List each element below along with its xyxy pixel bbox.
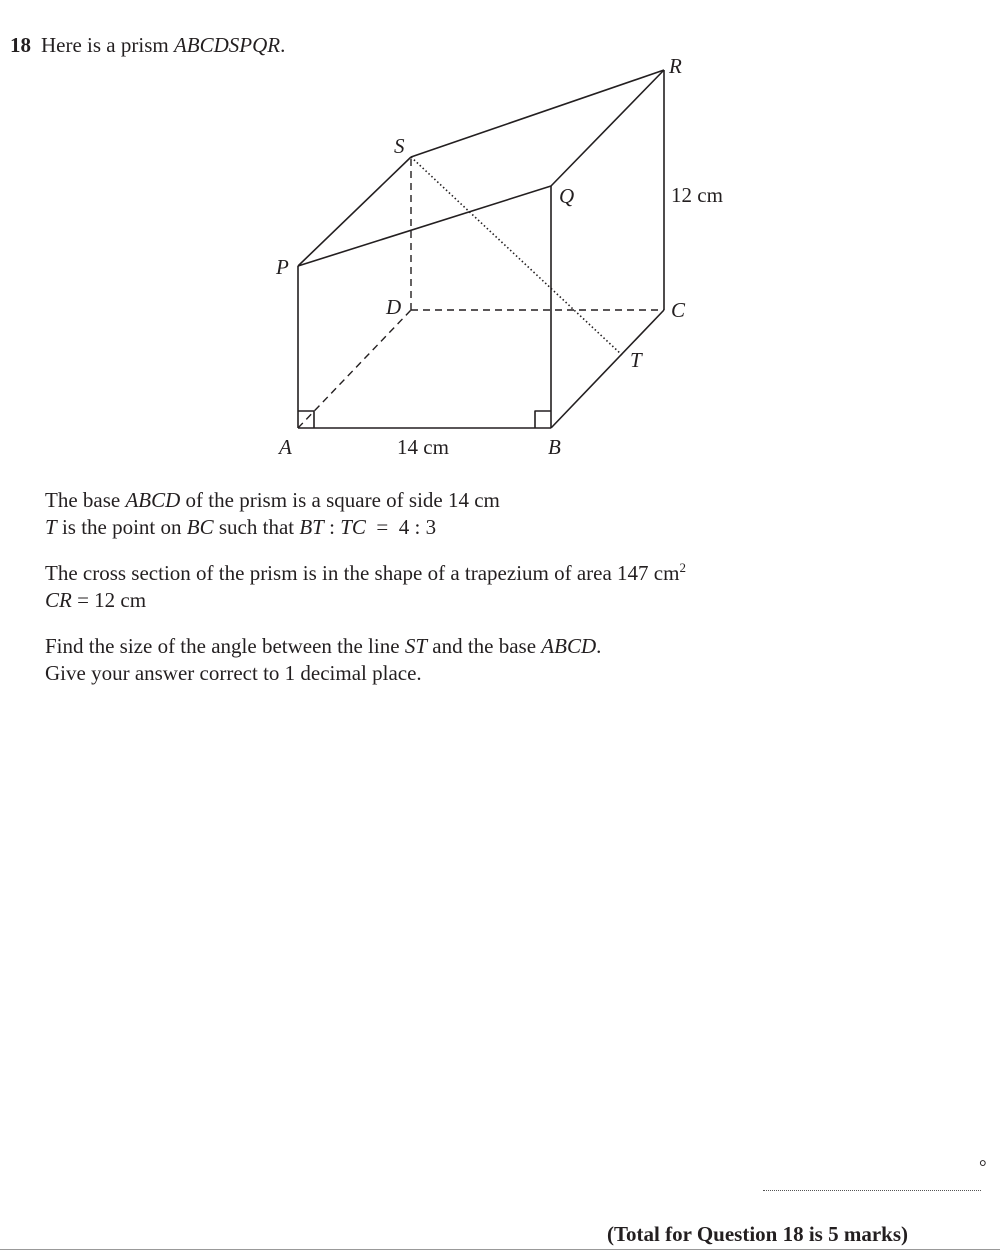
right-angle-b bbox=[535, 411, 551, 428]
text-fragment-italic: ABCD bbox=[125, 488, 181, 512]
text-line-decimal-place: Give your answer correct to 1 decimal place. bbox=[45, 661, 422, 685]
paragraph-task bbox=[45, 633, 601, 687]
vertex-label-d: D bbox=[386, 295, 402, 319]
text-fragment-italic: CR bbox=[45, 588, 72, 612]
degree-unit: ° bbox=[979, 1157, 987, 1178]
text-fragment: of the prism is a square of side 14 cm bbox=[180, 488, 500, 512]
edge-bc bbox=[551, 310, 664, 428]
total-marks: (Total for Question 18 is 5 marks) bbox=[606, 1222, 908, 1246]
question-intro: Here is a prism bbox=[41, 33, 174, 57]
answer-line[interactable] bbox=[763, 1190, 981, 1191]
text-fragment-italic: BC bbox=[186, 515, 214, 539]
text-fragment: = 12 cm bbox=[71, 588, 147, 612]
vertex-label-s: S bbox=[394, 134, 405, 158]
length-label-cr: 12 cm bbox=[671, 183, 723, 207]
text-fragment: : bbox=[323, 515, 341, 539]
text-fragment-italic: TC bbox=[340, 515, 366, 539]
text-fragment: such that bbox=[213, 515, 300, 539]
prism-name: ABCDSPQR bbox=[173, 33, 281, 57]
text-line-ratio bbox=[45, 514, 500, 541]
text-fragment-italic: ST bbox=[404, 634, 427, 658]
prism-diagram bbox=[0, 0, 1000, 480]
text-fragment-italic: BT bbox=[299, 515, 324, 539]
question-number: 18 bbox=[10, 33, 31, 57]
length-label-ab: 14 cm bbox=[397, 435, 449, 459]
text-line-trapezium bbox=[45, 560, 686, 587]
text-fragment: Find the size of the angle between the line bbox=[45, 634, 405, 658]
line-st bbox=[411, 157, 622, 355]
text-fragment: is the point on bbox=[56, 515, 187, 539]
vertex-label-p: P bbox=[276, 255, 289, 279]
vertex-label-t: T bbox=[630, 348, 642, 372]
text-line-find-angle bbox=[45, 633, 601, 660]
text-fragment: = 4 : 3 bbox=[365, 515, 437, 539]
text-fragment: . bbox=[596, 634, 602, 658]
bottom-divider bbox=[0, 1249, 1000, 1250]
text-line-base bbox=[45, 487, 500, 514]
text-line-cr bbox=[45, 587, 686, 614]
question-intro-end: . bbox=[280, 33, 286, 57]
edge-pq bbox=[298, 186, 551, 266]
hidden-edge-ad bbox=[298, 310, 411, 428]
paragraph-cross-section bbox=[45, 560, 686, 614]
vertex-label-a: A bbox=[279, 435, 292, 459]
text-fragment-italic: T bbox=[45, 515, 57, 539]
superscript-squared: 2 bbox=[679, 560, 686, 575]
vertex-label-b: B bbox=[548, 435, 561, 459]
text-fragment: The cross section of the prism is in the shape of a trapezium of area 147 cm bbox=[45, 561, 680, 585]
edge-sr bbox=[411, 70, 664, 157]
paragraph-base-info bbox=[45, 487, 500, 541]
text-fragment: and the base bbox=[427, 634, 542, 658]
vertex-label-r: R bbox=[669, 54, 682, 78]
edge-qr bbox=[551, 70, 664, 186]
text-fragment: The base bbox=[45, 488, 126, 512]
vertex-label-q: Q bbox=[559, 184, 575, 208]
text-fragment-italic: ABCD bbox=[541, 634, 597, 658]
edge-ps bbox=[298, 157, 411, 266]
vertex-label-c: C bbox=[671, 298, 686, 322]
